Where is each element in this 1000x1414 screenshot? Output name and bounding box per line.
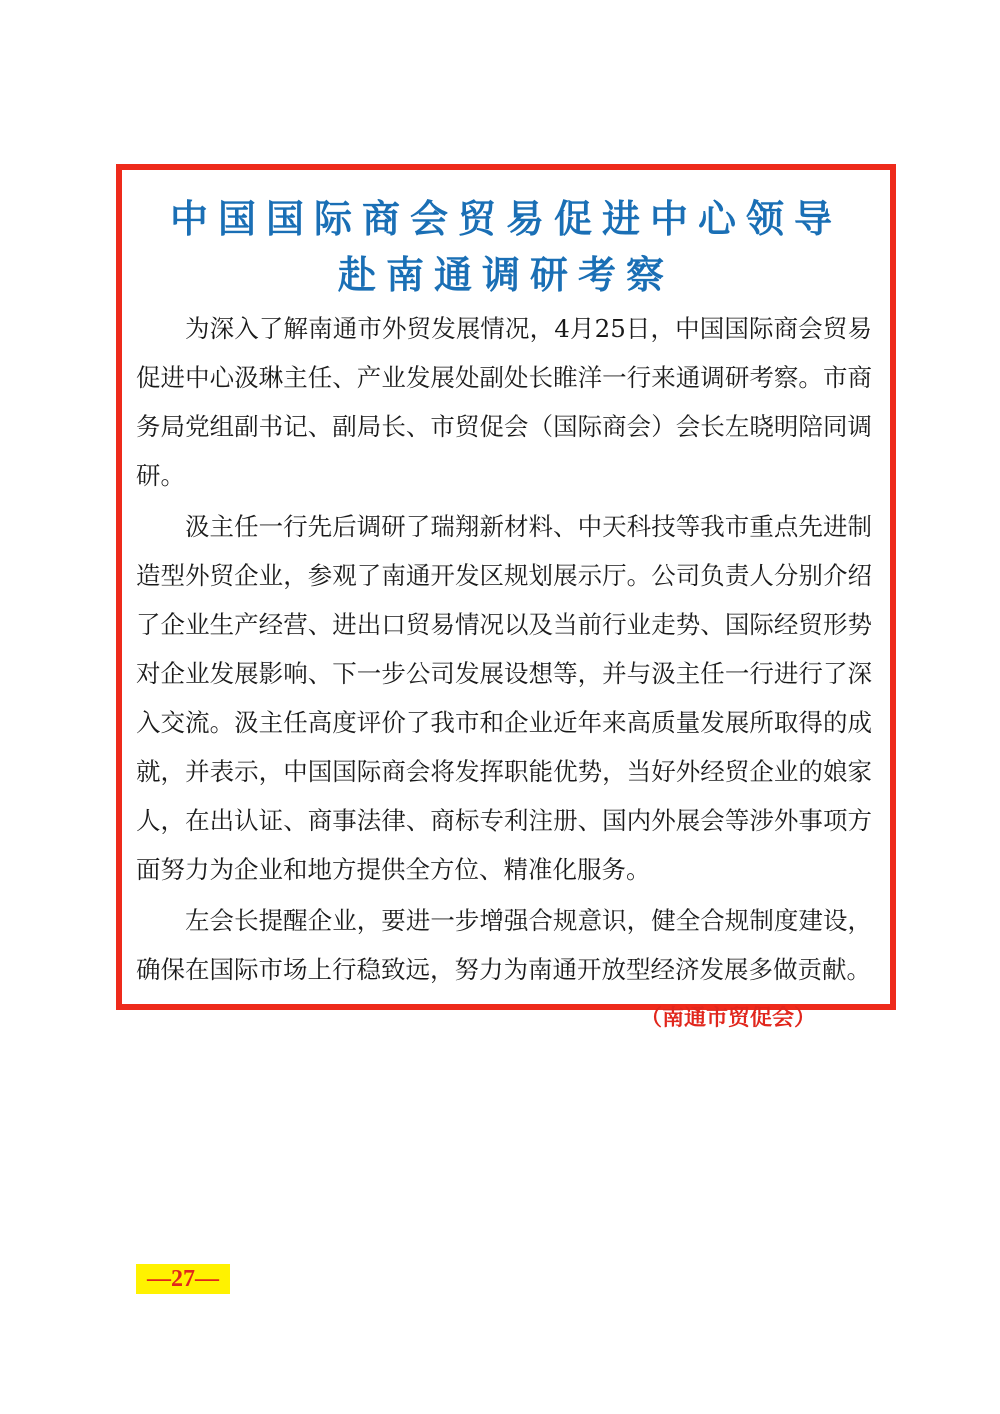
article-body — [136, 304, 872, 1043]
article-paragraph-1: 为深入了解南通市外贸发展情况，4月25日，中国国际商会贸易促进中心汲琳主任、产业发展处副处长睢洋一行来通调研考察。市商务局党组副书记、副局长、市贸促会（国际商会）会长左晓明陪同调研。 — [136, 314, 872, 490]
page-number-badge — [136, 1264, 230, 1294]
article-title-line1: 中国国际商会贸易促进中心领导 — [169, 197, 842, 241]
article-frame — [116, 164, 896, 1031]
article-paragraph-2: 汲主任一行先后调研了瑞翔新材料、中天科技等我市重点先进制造型外贸企业，参观了南通开发区规划展示厅。公司负责人分别介绍了企业生产经营、进出口贸易情况以及当前行业走势、国际经贸形势对企业发展影响、下一步公司发展设想等，并与汲主任一行进行了深入交流。汲主任高度评价了我市和企业近年来高质量发展所取得的成就，并表示，中国国际商会将发挥职能优势，当好外经贸企业的娘家人，在出认证、商事法律、商标专利注册、国内外展会等涉外事项方面努力为企业和地方提供全方位、精准化服务。 — [136, 512, 872, 884]
article-paragraph-3-text: 左会长提醒企业，要进一步增强合规意识，健全合规制度建设，确保在国际市场上行稳致远，努力为南通开放型经济发展多做贡献。 — [136, 906, 872, 984]
page-number: —27— — [147, 1266, 219, 1292]
article-title-line2: 赴南通调研考察 — [337, 253, 674, 297]
article-paragraph-3 — [136, 896, 872, 1031]
article-source: （南通市贸促会） — [639, 1006, 816, 1031]
